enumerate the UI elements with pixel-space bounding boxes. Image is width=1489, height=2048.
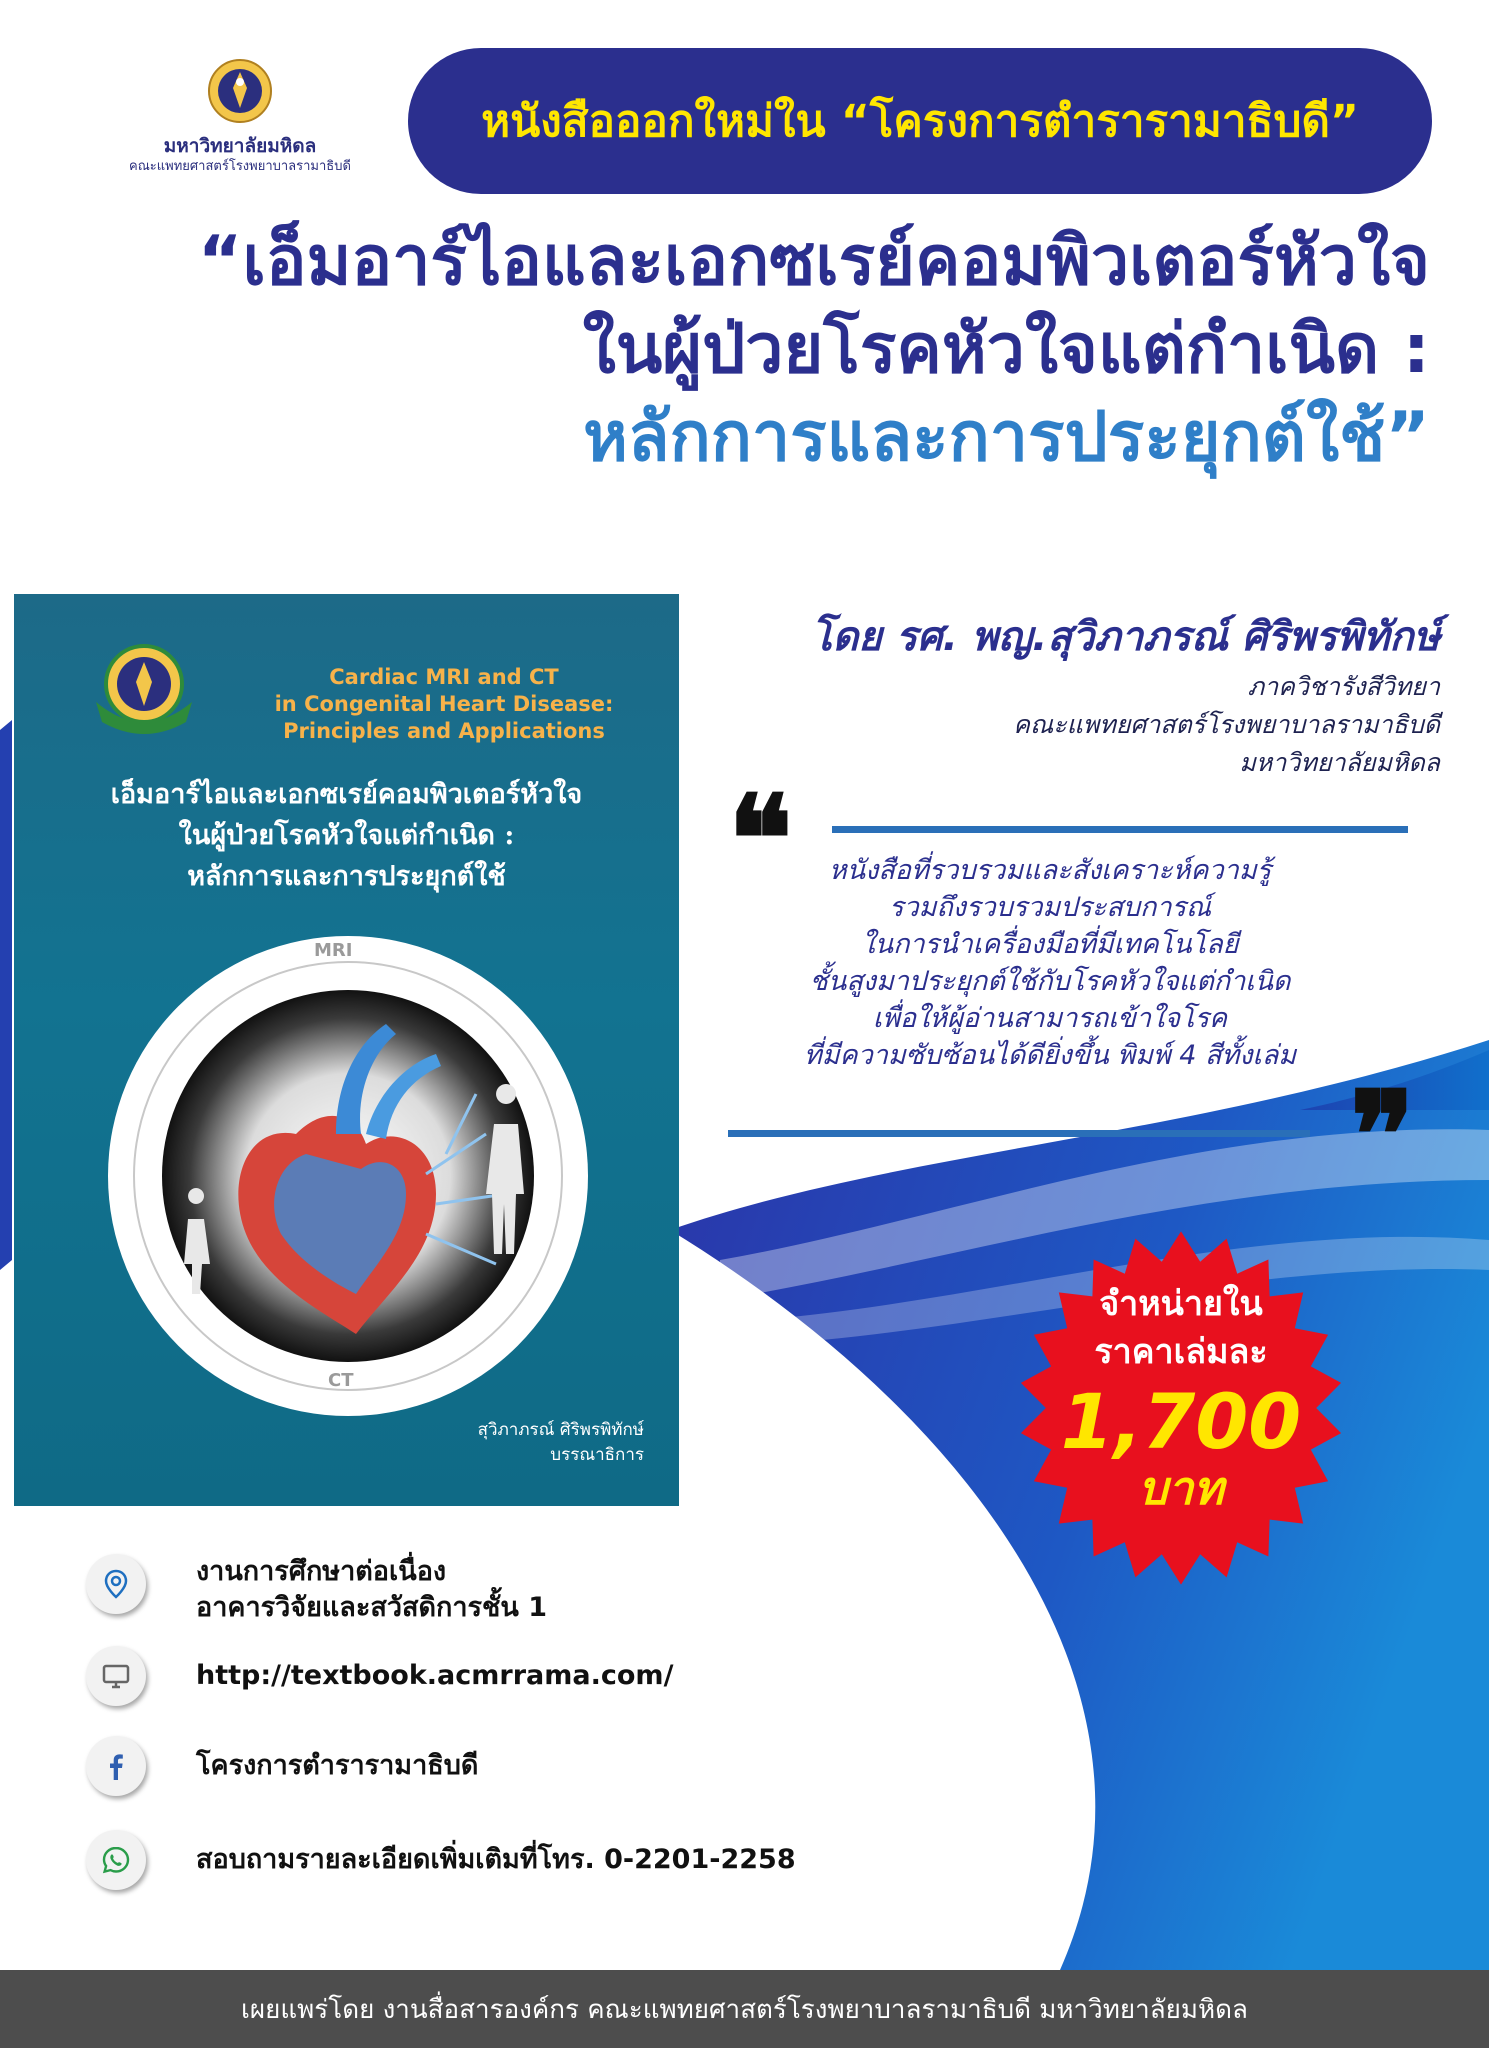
quote-divider-top	[832, 826, 1408, 833]
author-university: มหาวิทยาลัยมหิดล	[1239, 748, 1440, 777]
quote-line: ชั้นสูงมาประยุกต์ใช้กับโรคหัวใจแต่กำเนิด	[809, 966, 1291, 997]
location-line-2: อาคารวิจัยและสวัสดิการชั้น 1	[196, 1592, 547, 1623]
phone-inquiry-text[interactable]: สอบถามรายละเอียดเพิ่มเติมที่โทร. 0-2201-2258	[196, 1844, 796, 1875]
quote-line: ที่มีความซับซ้อนได้ดียิ่งขึ้น พิมพ์ 4 สีทั้งเล่ม	[803, 1040, 1297, 1071]
banner-text: หนังสือออกใหม่ใน “โครงการตำรารามาธิบดี”	[481, 96, 1359, 147]
title-line-2: ในผู้ป่วยโรคหัวใจแต่กำเนิด :	[582, 310, 1430, 389]
price-unit: บาท	[1138, 1461, 1224, 1515]
computer-monitor-icon	[86, 1646, 146, 1706]
cover-thai-line: หลักการและการประยุกต์ใช้	[187, 861, 506, 892]
cover-thai-line: ในผู้ป่วยโรคหัวใจแต่กำเนิด :	[178, 820, 515, 851]
quote-divider-bottom	[728, 1130, 1310, 1137]
cover-english-line: Cardiac MRI and CT	[329, 665, 559, 689]
quote-line: รวมถึงรวบรวมประสบการณ์	[888, 892, 1212, 923]
price-badge	[1016, 1280, 1346, 1515]
cover-english-title	[244, 664, 644, 745]
cover-thai-title	[34, 774, 659, 897]
cover-ct-label: CT	[328, 1370, 354, 1391]
location-line-1: งานการศึกษาต่อเนื่อง	[196, 1556, 447, 1587]
mahidol-logo	[110, 58, 370, 176]
close-quote-mark: ❞	[1350, 1065, 1415, 1206]
book-title	[60, 218, 1430, 482]
footer-publisher-text: เผยแพร่โดย งานสื่อสารองค์กร คณะแพทยศาสตร์โรงพยาบาลรามาธิบดี มหาวิทยาลัยมหิดล	[241, 1994, 1248, 2025]
book-cover	[14, 594, 679, 1506]
website-link[interactable]: http://textbook.acmrrama.com/	[196, 1660, 674, 1691]
logo-university-name: มหาวิทยาลัยมหิดล	[163, 135, 317, 157]
price-amount: 1,700	[1060, 1377, 1302, 1466]
quote-line: หนังสือที่รวบรวมและสังเคราะห์ความรู้	[828, 855, 1272, 886]
cover-english-line: Principles and Applications	[283, 719, 605, 743]
cover-mri-label: MRI	[314, 940, 353, 961]
author-faculty: คณะแพทยศาสตร์โรงพยาบาลรามาธิบดี	[1013, 710, 1440, 739]
new-book-banner	[408, 48, 1432, 194]
cover-thai-line: เอ็มอาร์ไอและเอกซเรย์คอมพิวเตอร์หัวใจ	[110, 779, 583, 810]
location-pin-icon	[86, 1554, 146, 1614]
price-line-1: จำหน่ายใน	[1099, 1284, 1263, 1324]
facebook-page-name[interactable]: โครงการตำรารามาธิบดี	[196, 1750, 479, 1781]
cover-english-line: in Congenital Heart Disease:	[274, 692, 614, 716]
quote-line: ในการนำเครื่องมือที่มีเทคโนโลยี	[861, 929, 1239, 960]
logo-faculty-name: คณะแพทยศาสตร์โรงพยาบาลรามาธิบดี	[129, 159, 351, 174]
university-seal-icon	[207, 58, 273, 124]
open-quote-mark: ❝	[728, 769, 793, 910]
contact-location-text	[196, 1554, 547, 1626]
author-name: โดย รศ. พญ.สุวิภาภรณ์ ศิริพรพิทักษ์	[810, 614, 1440, 660]
author-department: ภาควิชารังสีวิทยา	[1247, 672, 1440, 701]
book-description-quote	[740, 852, 1360, 1074]
author-block	[690, 604, 1440, 782]
cover-editor	[374, 1418, 644, 1468]
footer-bar	[0, 1970, 1489, 2048]
facebook-icon	[86, 1736, 146, 1796]
cover-editor-name: สุวิภาภรณ์ ศิริพรพิทักษ์	[477, 1420, 644, 1440]
heart-imaging-illustration	[106, 934, 590, 1418]
title-line-1: “เอ็มอาร์ไอและเอกซเรย์คอมพิวเตอร์หัวใจ	[197, 222, 1430, 301]
cover-editor-role: บรรณาธิการ	[550, 1445, 644, 1465]
whatsapp-phone-icon	[86, 1830, 146, 1890]
title-line-3: หลักการและการประยุกต์ใช้”	[583, 398, 1430, 477]
price-line-2: ราคาเล่มละ	[1094, 1332, 1268, 1372]
cover-seal-icon	[86, 642, 202, 742]
quote-line: เพื่อให้ผู้อ่านสามารถเข้าใจโรค	[872, 1003, 1228, 1034]
